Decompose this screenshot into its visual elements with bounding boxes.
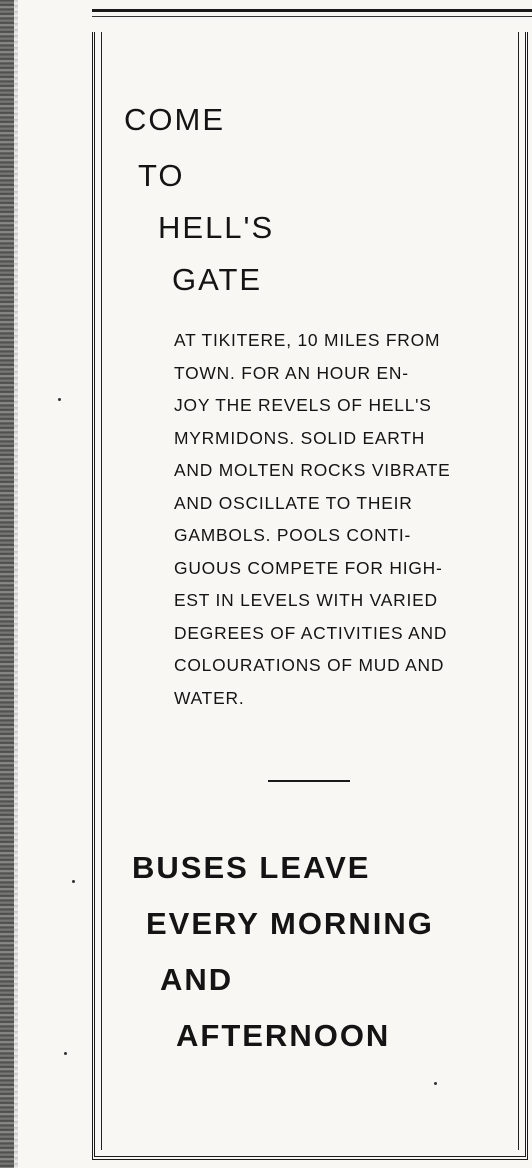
- footer-line-1: BUSES LEAVE: [132, 850, 371, 885]
- print-speck: [434, 1082, 437, 1085]
- scan-binding-strip: [0, 0, 14, 1168]
- body-line: EST IN LEVELS WITH VARIED: [174, 590, 438, 610]
- body-line: AND OSCILLATE TO THEIR: [174, 492, 413, 513]
- body-line: AT TIKITERE, 10 MILES FROM: [174, 330, 441, 350]
- footer-line-3: AND: [160, 962, 234, 997]
- headline-line-4: GATE: [172, 262, 263, 297]
- body-line: DEGREES OF ACTIVITIES AND: [174, 622, 448, 643]
- body-line: COLOURATIONS OF MUD AND: [174, 655, 445, 675]
- body-line: JOY THE REVELS OF HELL'S: [174, 395, 432, 415]
- print-speck: [64, 1052, 67, 1055]
- advertisement-body: [174, 324, 520, 714]
- top-rule-thin: [92, 16, 532, 17]
- body-line: GAMBOLS. POOLS CONTI-: [174, 525, 412, 545]
- footer-line-4: AFTERNOON: [176, 1018, 391, 1053]
- body-line: AND MOLTEN ROCKS VIBRATE: [174, 460, 451, 480]
- headline-line-2: TO: [138, 158, 185, 193]
- print-speck: [72, 880, 75, 883]
- section-divider: [268, 780, 350, 782]
- footer-line-2: EVERY MORNING: [146, 906, 434, 941]
- body-line: TOWN. FOR AN HOUR EN-: [174, 362, 409, 383]
- body-line: MYRMIDONS. SOLID EARTH: [174, 427, 426, 448]
- print-speck: [58, 398, 61, 401]
- top-rule: [92, 9, 532, 12]
- scan-binding-edge: [14, 0, 18, 1168]
- headline-line-1: COME: [124, 102, 225, 137]
- body-line: WATER.: [174, 687, 245, 708]
- body-line: GUOUS COMPETE FOR HIGH-: [174, 557, 443, 578]
- headline-line-3: HELL'S: [158, 210, 275, 245]
